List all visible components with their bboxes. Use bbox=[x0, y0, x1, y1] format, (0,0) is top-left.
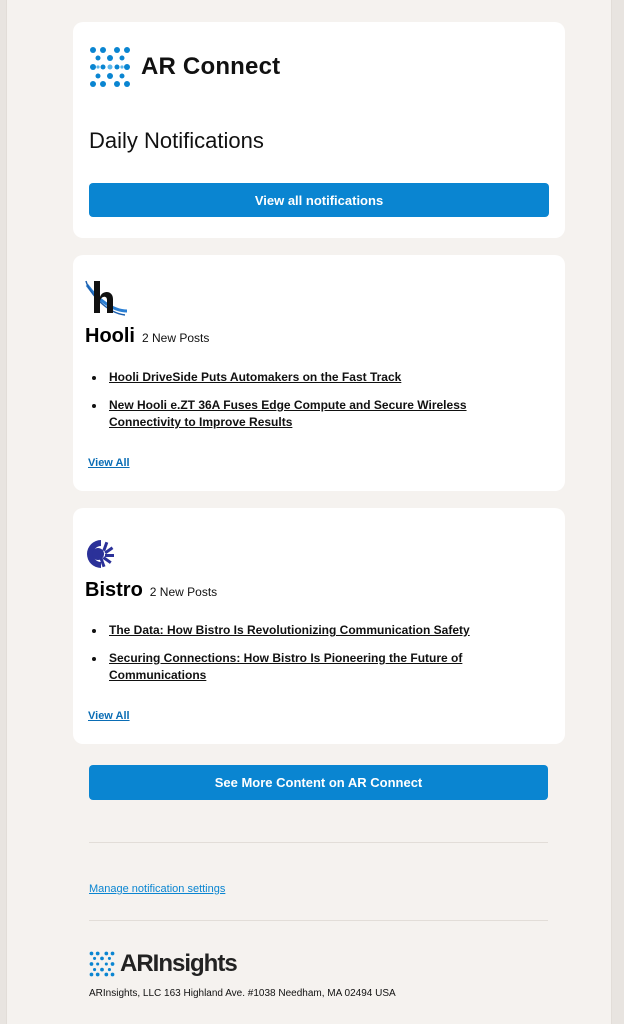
list-item bbox=[109, 397, 529, 431]
divider bbox=[89, 920, 548, 921]
brand-name: AR Connect bbox=[141, 53, 281, 80]
company-card-hooli bbox=[73, 255, 565, 491]
org-name: Bistro bbox=[85, 579, 143, 601]
new-posts-count: 2 New Posts bbox=[149, 585, 218, 599]
bistro-logo-icon bbox=[85, 538, 117, 570]
list-item bbox=[109, 650, 529, 684]
post-link[interactable]: The Data: How Bistro Is Revolutionizing Communication Safety bbox=[109, 623, 470, 637]
ar-dots-logo-icon bbox=[89, 951, 115, 977]
org-heading bbox=[85, 579, 217, 602]
divider bbox=[89, 842, 548, 843]
post-list bbox=[109, 369, 529, 442]
post-link[interactable]: Hooli DriveSide Puts Automakers on the Fast Track bbox=[109, 370, 402, 384]
ar-connect-brand bbox=[89, 46, 280, 88]
company-card-bistro bbox=[73, 508, 565, 744]
header-card bbox=[73, 22, 565, 238]
hooli-logo-icon bbox=[85, 277, 129, 317]
footer-address: ARInsights, LLC 163 Highland Ave. #1038 Needham, MA 02494 USA bbox=[89, 988, 396, 999]
view-all-link[interactable]: View All bbox=[88, 457, 130, 469]
email-frame bbox=[6, 0, 612, 1024]
new-posts-count: 2 New Posts bbox=[142, 331, 210, 345]
org-heading bbox=[85, 325, 209, 348]
post-link[interactable]: New Hooli e.ZT 36A Fuses Edge Compute and Secure Wireless Connectivity to Improve Results bbox=[109, 398, 467, 429]
post-list bbox=[109, 622, 529, 695]
page-title: Daily Notifications bbox=[89, 128, 264, 153]
see-more-content-button[interactable]: See More Content on AR Connect bbox=[89, 765, 548, 800]
org-name: Hooli bbox=[85, 325, 135, 347]
arinsights-brand bbox=[89, 950, 237, 978]
ar-dots-logo-icon bbox=[89, 46, 131, 88]
post-link[interactable]: Securing Connections: How Bistro Is Pioneering the Future of Communications bbox=[109, 651, 463, 682]
list-item bbox=[109, 369, 529, 386]
manage-notification-settings-link[interactable]: Manage notification settings bbox=[89, 883, 226, 895]
footer-brand-name: ARInsights bbox=[120, 950, 237, 977]
list-item bbox=[109, 622, 529, 639]
view-all-notifications-button[interactable]: View all notifications bbox=[89, 183, 549, 217]
view-all-link[interactable]: View All bbox=[88, 710, 130, 722]
